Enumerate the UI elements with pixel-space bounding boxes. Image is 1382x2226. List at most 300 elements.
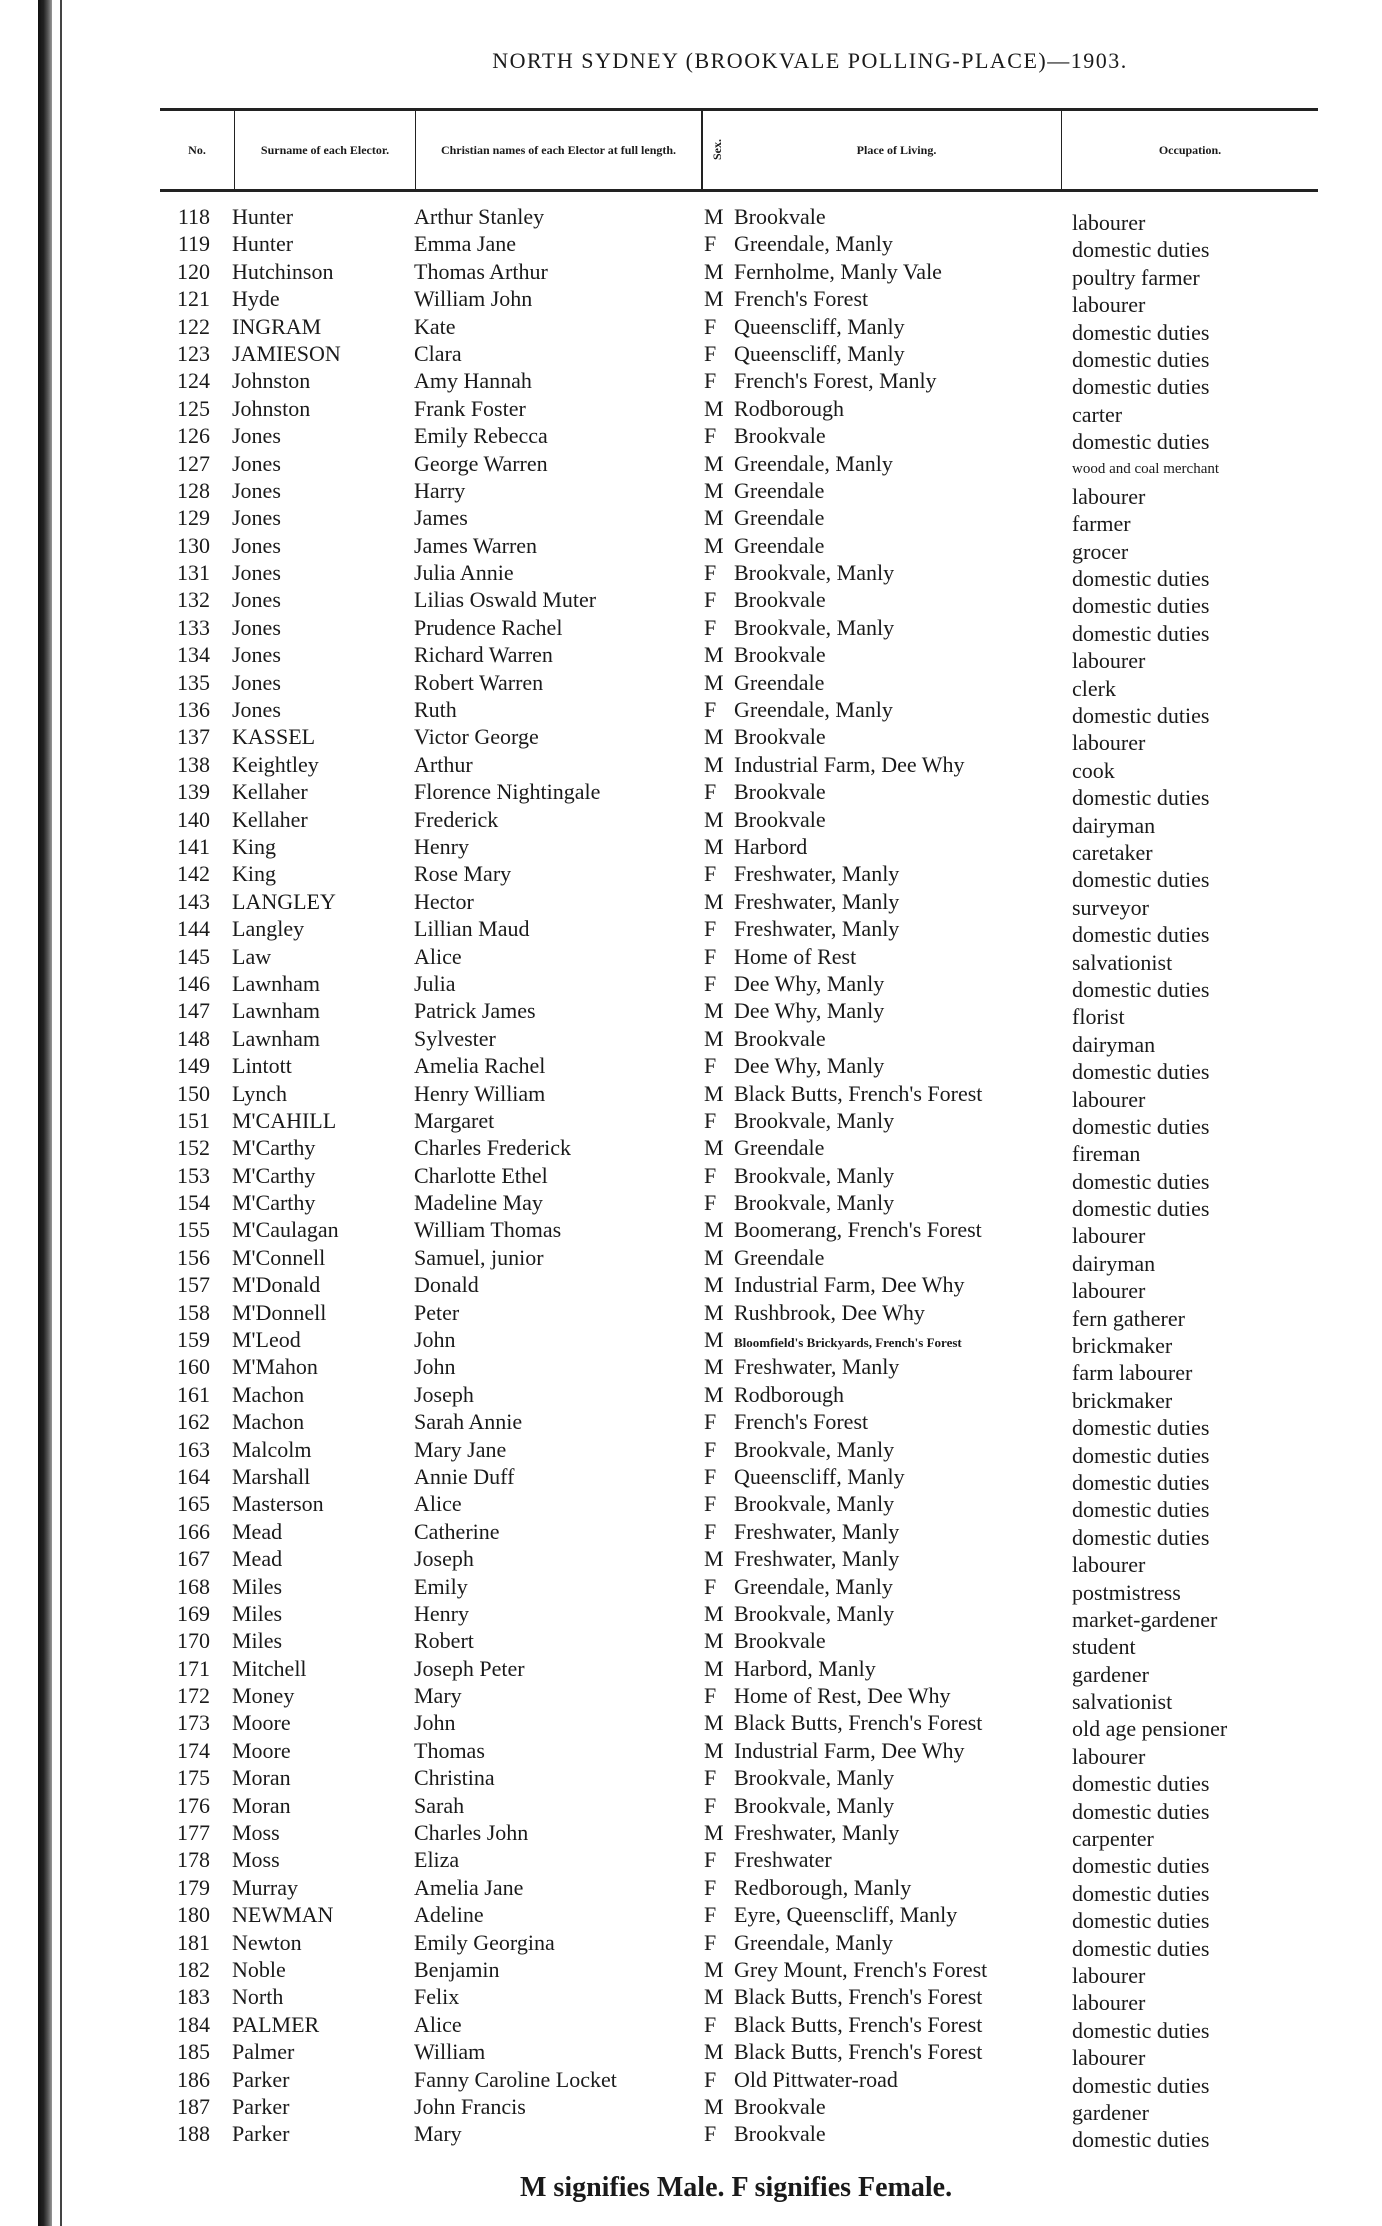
row-surname: King xyxy=(232,861,276,887)
table-row xyxy=(0,395,1382,427)
row-surname: Kellaher xyxy=(232,779,308,805)
table-row xyxy=(0,1025,1382,1057)
row-christian-names: Henry William xyxy=(414,1080,546,1106)
row-place: Old Pittwater-road xyxy=(734,2066,898,2092)
row-number: 170 xyxy=(177,1628,210,1654)
row-surname: Jones xyxy=(232,669,281,695)
row-sex: M xyxy=(704,1244,724,1270)
row-occupation: labourer xyxy=(1072,1552,1146,1578)
row-surname: Moran xyxy=(232,1792,291,1818)
row-sex: F xyxy=(704,1902,717,1928)
row-sex: M xyxy=(704,1327,724,1353)
row-sex: M xyxy=(704,1820,724,1846)
table-row xyxy=(0,723,1382,756)
row-occupation: domestic duties xyxy=(1072,620,1210,646)
row-occupation: domestic duties xyxy=(1072,1798,1210,1824)
row-place: Dee Why, Manly xyxy=(734,998,885,1024)
row-occupation: domestic duties xyxy=(1072,374,1210,400)
row-sex: M xyxy=(704,286,724,312)
row-place: Greendale, Manly xyxy=(734,231,893,257)
table-row xyxy=(0,1627,1382,1660)
table-row xyxy=(0,2066,1382,2098)
row-sex: F xyxy=(704,1409,717,1435)
row-place: Greendale, Manly xyxy=(734,1573,893,1599)
row-sex: F xyxy=(704,1929,717,1955)
row-surname: Moss xyxy=(232,1847,280,1873)
row-number: 178 xyxy=(177,1847,210,1873)
row-occupation: domestic duties xyxy=(1072,976,1210,1002)
table-header xyxy=(160,108,1318,192)
row-surname: M'Carthy xyxy=(232,1190,316,1216)
row-christian-names: Sylvester xyxy=(414,1025,496,1051)
row-occupation: domestic duties xyxy=(1072,1935,1210,1961)
footer-note: M signifies Male. F signifies Female. xyxy=(520,2172,953,2203)
row-christian-names: James xyxy=(414,505,468,531)
table-row xyxy=(0,2093,1382,2125)
row-surname: Noble xyxy=(232,1957,286,1982)
row-christian-names: John Francis xyxy=(414,2093,526,2119)
row-surname: M'Carthy xyxy=(232,1162,316,1188)
row-surname: Machon xyxy=(232,1409,305,1435)
row-surname: Law xyxy=(232,943,272,969)
row-sex: F xyxy=(704,368,717,394)
row-christian-names: George Warren xyxy=(414,450,548,476)
row-christian-names: Henry xyxy=(414,833,469,859)
row-number: 124 xyxy=(177,368,210,394)
row-occupation: labourer xyxy=(1072,1086,1146,1112)
row-surname: Parker xyxy=(232,2066,290,2092)
table-row xyxy=(0,997,1382,1030)
row-christian-names: Frank Foster xyxy=(414,395,526,421)
row-occupation: domestic duties xyxy=(1072,237,1210,263)
row-number: 139 xyxy=(177,779,210,805)
row-occupation: domestic duties xyxy=(1072,922,1210,948)
table-row xyxy=(0,943,1382,975)
row-sex: M xyxy=(704,1600,724,1626)
row-number: 188 xyxy=(177,2121,210,2147)
table-row xyxy=(0,970,1382,1002)
row-place: French's Forest xyxy=(734,286,869,312)
row-place: Bloomfield's Brickyards, French's Forest xyxy=(734,1335,962,1351)
table-row xyxy=(0,860,1382,893)
row-occupation: labourer xyxy=(1072,1223,1146,1249)
table-row xyxy=(0,614,1382,646)
row-number: 127 xyxy=(177,450,210,476)
table-row xyxy=(0,1134,1382,1167)
row-number: 161 xyxy=(177,1381,210,1407)
table-row xyxy=(0,230,1382,263)
row-sex: F xyxy=(704,423,717,449)
row-place: Brookvale, Manly xyxy=(734,560,895,586)
row-surname: Miles xyxy=(232,1573,283,1599)
table-row xyxy=(0,285,1382,318)
row-place: Brookvale xyxy=(734,642,826,668)
row-place: Industrial Farm, Dee Why xyxy=(734,1272,965,1298)
row-occupation: domestic duties xyxy=(1072,1880,1210,1906)
row-occupation: domestic duties xyxy=(1072,1771,1210,1797)
row-surname: Jones xyxy=(232,560,281,586)
row-place: Brookvale xyxy=(734,587,826,613)
row-place: Home of Rest, Dee Why xyxy=(734,1683,951,1709)
row-occupation: domestic duties xyxy=(1072,867,1210,893)
row-number: 144 xyxy=(177,916,210,942)
row-place: Greendale xyxy=(734,477,825,503)
row-christian-names: Ruth xyxy=(414,697,457,723)
table-row xyxy=(0,1107,1382,1139)
row-place: Brookvale xyxy=(734,423,826,449)
row-place: Industrial Farm, Dee Why xyxy=(734,1737,965,1763)
row-surname: Lawnham xyxy=(232,1025,320,1051)
row-surname: NEWMAN xyxy=(232,1902,334,1928)
row-place: Harbord xyxy=(734,833,808,859)
row-sex: F xyxy=(704,1683,717,1709)
row-christian-names: Prudence Rachel xyxy=(414,614,563,640)
row-place: Freshwater xyxy=(734,1847,832,1873)
row-place: Fernholme, Manly Vale xyxy=(734,258,942,284)
row-surname: Miles xyxy=(232,1600,283,1626)
row-christian-names: Benjamin xyxy=(414,1957,500,1982)
row-place: Redborough, Manly xyxy=(734,1874,912,1900)
table-row xyxy=(0,1929,1382,1961)
row-occupation: fireman xyxy=(1072,1141,1141,1167)
row-number: 155 xyxy=(177,1217,210,1243)
row-christian-names: Hector xyxy=(414,888,474,914)
row-surname: JAMIESON xyxy=(232,340,341,366)
row-place: Rushbrook, Dee Why xyxy=(734,1299,925,1325)
row-surname: Masterson xyxy=(232,1491,324,1517)
row-christian-names: Harry xyxy=(414,477,466,503)
row-occupation: student xyxy=(1072,1634,1136,1660)
row-sex: M xyxy=(704,1135,724,1161)
row-number: 118 xyxy=(177,204,210,229)
row-occupation: salvationist xyxy=(1072,949,1173,975)
row-number: 140 xyxy=(177,806,210,832)
row-surname: Parker xyxy=(232,2121,290,2147)
row-sex: F xyxy=(704,1792,717,1818)
row-number: 130 xyxy=(177,532,210,558)
row-christian-names: Richard Warren xyxy=(414,642,553,668)
row-place: Eyre, Queenscliff, Manly xyxy=(734,1902,958,1928)
row-occupation: caretaker xyxy=(1072,839,1153,865)
row-place: Freshwater, Manly xyxy=(734,916,900,942)
row-place: Greendale xyxy=(734,1244,825,1270)
row-sex: F xyxy=(704,587,717,613)
table-row xyxy=(0,1162,1382,1194)
row-sex: M xyxy=(704,450,724,476)
row-sex: M xyxy=(704,1628,724,1654)
row-sex: M xyxy=(704,1299,724,1325)
table-row xyxy=(0,641,1382,674)
row-surname: KASSEL xyxy=(232,724,316,750)
row-number: 158 xyxy=(177,1299,210,1325)
row-occupation: domestic duties xyxy=(1072,2017,1210,2043)
row-christian-names: James Warren xyxy=(414,532,538,558)
row-christian-names: Eliza xyxy=(414,1847,460,1873)
row-place: Freshwater, Manly xyxy=(734,861,900,887)
row-place: Brookvale xyxy=(734,1628,826,1654)
row-occupation: domestic duties xyxy=(1072,1196,1210,1222)
row-christian-names: Robert Warren xyxy=(414,669,544,695)
row-christian-names: Emily xyxy=(414,1573,468,1599)
row-sex: F xyxy=(704,614,717,640)
row-surname: Jones xyxy=(232,614,281,640)
row-place: Freshwater, Manly xyxy=(734,1820,900,1846)
table-row xyxy=(0,1819,1382,1852)
row-occupation: domestic duties xyxy=(1072,429,1210,455)
row-occupation: domestic duties xyxy=(1072,346,1210,372)
row-place: Home of Rest xyxy=(734,943,857,969)
row-surname: Palmer xyxy=(232,2039,295,2065)
row-occupation: salvationist xyxy=(1072,1689,1173,1715)
row-surname: Jones xyxy=(232,532,281,558)
row-number: 175 xyxy=(177,1765,210,1791)
row-christian-names: Amelia Rachel xyxy=(414,1053,546,1079)
table-row xyxy=(0,340,1382,372)
row-sex: M xyxy=(704,1710,724,1736)
row-sex: M xyxy=(704,669,724,695)
row-surname: Johnston xyxy=(232,368,311,394)
row-place: Greendale xyxy=(734,669,825,695)
row-christian-names: Mary xyxy=(414,2121,462,2147)
table-row xyxy=(0,258,1382,290)
row-place: Rodborough xyxy=(734,395,844,421)
row-occupation: domestic duties xyxy=(1072,1908,1210,1934)
row-surname: M'Caulagan xyxy=(232,1217,339,1243)
row-occupation: dairyman xyxy=(1072,1031,1156,1057)
table-row xyxy=(0,2120,1382,2153)
row-number: 153 xyxy=(177,1162,210,1188)
row-number: 166 xyxy=(177,1518,210,1544)
row-number: 154 xyxy=(177,1190,210,1216)
row-place: Brookvale, Manly xyxy=(734,1107,895,1133)
row-place: Brookvale, Manly xyxy=(734,1436,895,1462)
row-christian-names: John xyxy=(414,1710,456,1736)
table-row xyxy=(0,2011,1382,2043)
row-sex: F xyxy=(704,2066,717,2092)
row-number: 123 xyxy=(177,340,210,366)
row-surname: PALMER xyxy=(232,2011,320,2037)
table-row xyxy=(0,1299,1382,1331)
row-sex: F xyxy=(704,861,717,887)
row-number: 177 xyxy=(177,1820,210,1846)
row-place: Freshwater, Manly xyxy=(734,1354,900,1380)
row-place: Brookvale, Manly xyxy=(734,614,895,640)
table-row xyxy=(0,1764,1382,1797)
table-row xyxy=(0,1600,1382,1632)
table-row xyxy=(0,1080,1382,1112)
row-place: Black Butts, French's Forest xyxy=(734,1710,983,1736)
row-occupation: postmistress xyxy=(1072,1579,1181,1605)
row-surname: M'Connell xyxy=(232,1244,326,1270)
row-sex: M xyxy=(704,1272,724,1298)
row-christian-names: William xyxy=(414,2039,486,2065)
row-surname: M'CAHILL xyxy=(232,1107,337,1133)
row-number: 157 xyxy=(177,1272,210,1298)
row-sex: M xyxy=(704,1381,724,1407)
row-number: 133 xyxy=(177,614,210,640)
row-sex: M xyxy=(704,477,724,503)
row-number: 148 xyxy=(177,1025,210,1051)
row-christian-names: Annie Duff xyxy=(414,1463,515,1489)
row-number: 171 xyxy=(177,1655,210,1681)
row-place: Harbord, Manly xyxy=(734,1655,876,1681)
row-occupation: labourer xyxy=(1072,210,1146,235)
table-row xyxy=(0,559,1382,592)
row-christian-names: Margaret xyxy=(414,1107,495,1133)
row-sex: M xyxy=(704,505,724,531)
table-row xyxy=(0,504,1382,537)
row-number: 151 xyxy=(177,1107,210,1133)
row-sex: M xyxy=(704,258,724,284)
row-surname: M'Carthy xyxy=(232,1135,316,1161)
row-sex: F xyxy=(704,231,717,257)
row-place: Dee Why, Manly xyxy=(734,1053,885,1079)
row-christian-names: Charlotte Ethel xyxy=(414,1162,548,1188)
row-occupation: domestic duties xyxy=(1072,1469,1210,1495)
row-occupation: labourer xyxy=(1072,1278,1146,1304)
row-christian-names: Arthur xyxy=(414,751,473,777)
table-row xyxy=(0,532,1382,564)
row-number: 167 xyxy=(177,1546,210,1572)
row-occupation: domestic duties xyxy=(1072,593,1210,619)
row-place: Freshwater, Manly xyxy=(734,1546,900,1572)
row-occupation: poultry farmer xyxy=(1072,264,1200,290)
row-number: 125 xyxy=(177,395,210,421)
row-place: Greendale xyxy=(734,532,825,558)
row-place: French's Forest, Manly xyxy=(734,368,937,394)
row-sex: F xyxy=(704,943,717,969)
table-row xyxy=(0,833,1382,865)
row-number: 186 xyxy=(177,2066,210,2092)
row-place: Black Butts, French's Forest xyxy=(734,1080,983,1106)
row-surname: Miles xyxy=(232,1628,283,1654)
row-christian-names: Emily Rebecca xyxy=(414,423,548,449)
row-surname: Jones xyxy=(232,697,281,723)
row-sex: M xyxy=(704,1737,724,1763)
row-christian-names: Alice xyxy=(414,1491,462,1517)
row-surname: Jones xyxy=(232,477,281,503)
row-place: Brookvale xyxy=(734,1025,826,1051)
header-no: No. xyxy=(160,111,235,189)
row-place: Grey Mount, French's Forest xyxy=(734,1957,988,1982)
row-surname: Malcolm xyxy=(232,1436,312,1462)
row-christian-names: Mary Jane xyxy=(414,1436,507,1462)
row-sex: F xyxy=(704,970,717,996)
row-place: Brookvale xyxy=(734,779,826,805)
row-number: 169 xyxy=(177,1600,210,1626)
row-sex: F xyxy=(704,1436,717,1462)
row-surname: Machon xyxy=(232,1381,305,1407)
row-place: Freshwater, Manly xyxy=(734,888,900,914)
row-number: 163 xyxy=(177,1436,210,1462)
row-occupation: domestic duties xyxy=(1072,1853,1210,1879)
table-row xyxy=(0,1792,1382,1824)
row-surname: Lawnham xyxy=(232,970,320,996)
row-place: Black Butts, French's Forest xyxy=(734,1984,983,2010)
row-number: 137 xyxy=(177,724,210,750)
table-row xyxy=(0,696,1382,729)
row-number: 129 xyxy=(177,505,210,531)
row-number: 184 xyxy=(177,2011,210,2037)
row-christian-names: Fanny Caroline Locket xyxy=(414,2066,617,2092)
row-number: 132 xyxy=(177,587,210,613)
row-surname: Jones xyxy=(232,587,281,613)
row-sex: M xyxy=(704,806,724,832)
row-place: Greendale, Manly xyxy=(734,697,893,723)
row-christian-names: Catherine xyxy=(414,1518,500,1544)
table-row xyxy=(0,1436,1382,1468)
row-surname: Mead xyxy=(232,1546,283,1572)
row-place: Brookvale xyxy=(734,204,826,229)
row-place: Brookvale xyxy=(734,2121,826,2147)
row-occupation: domestic duties xyxy=(1072,2072,1210,2098)
row-christian-names: Patrick James xyxy=(414,998,536,1024)
row-place: Greendale xyxy=(734,1135,825,1161)
header-surname: Surname of each Elector. xyxy=(235,111,416,189)
row-christian-names: Emma Jane xyxy=(414,231,517,257)
table-row xyxy=(0,1271,1382,1304)
row-christian-names: Thomas Arthur xyxy=(414,258,548,284)
row-occupation: labourer xyxy=(1072,1743,1146,1769)
row-number: 143 xyxy=(177,888,210,914)
row-place: Brookvale, Manly xyxy=(734,1792,895,1818)
row-christian-names: Frederick xyxy=(414,806,499,832)
row-surname: Lintott xyxy=(232,1053,292,1079)
page-title: NORTH SYDNEY (BROOKVALE POLLING-PLACE)—1903. xyxy=(492,48,1128,73)
row-surname: Jones xyxy=(232,642,281,668)
row-occupation: market-gardener xyxy=(1072,1606,1218,1632)
row-occupation: wood and coal merchant xyxy=(1072,460,1220,477)
row-sex: M xyxy=(704,998,724,1024)
row-sex: F xyxy=(704,340,717,366)
table-row xyxy=(0,367,1382,400)
row-surname: M'Donnell xyxy=(232,1299,327,1325)
row-place: Dee Why, Manly xyxy=(734,970,885,996)
row-surname: Jones xyxy=(232,450,281,476)
row-christian-names: Kate xyxy=(414,313,456,339)
row-surname: Hutchinson xyxy=(232,258,334,284)
row-christian-names: John xyxy=(414,1327,456,1353)
row-occupation: carpenter xyxy=(1072,1826,1154,1852)
row-sex: M xyxy=(704,1984,724,2010)
row-occupation: domestic duties xyxy=(1072,703,1210,729)
row-number: 180 xyxy=(177,1902,210,1928)
table-row xyxy=(0,1545,1382,1578)
row-sex: M xyxy=(704,1546,724,1572)
row-surname: Money xyxy=(232,1683,295,1709)
row-christian-names: Julia xyxy=(414,970,456,996)
row-christian-names: Peter xyxy=(414,1299,460,1325)
row-sex: F xyxy=(704,1874,717,1900)
row-number: 134 xyxy=(177,642,210,668)
table-row xyxy=(0,1490,1382,1523)
row-sex: F xyxy=(704,779,717,805)
row-occupation: domestic duties xyxy=(1072,566,1210,592)
row-occupation: domestic duties xyxy=(1072,785,1210,811)
row-occupation: labourer xyxy=(1072,292,1146,318)
table-row xyxy=(0,1709,1382,1742)
table-row xyxy=(0,806,1382,838)
row-sex: M xyxy=(704,395,724,421)
row-sex: F xyxy=(704,1573,717,1599)
row-occupation: labourer xyxy=(1072,2045,1146,2071)
row-number: 179 xyxy=(177,1874,210,1900)
row-surname: Murray xyxy=(232,1874,298,1900)
row-place: Greendale, Manly xyxy=(734,1929,893,1955)
row-place: French's Forest xyxy=(734,1409,869,1435)
table-row xyxy=(0,1381,1382,1413)
row-christian-names: Alice xyxy=(414,943,462,969)
